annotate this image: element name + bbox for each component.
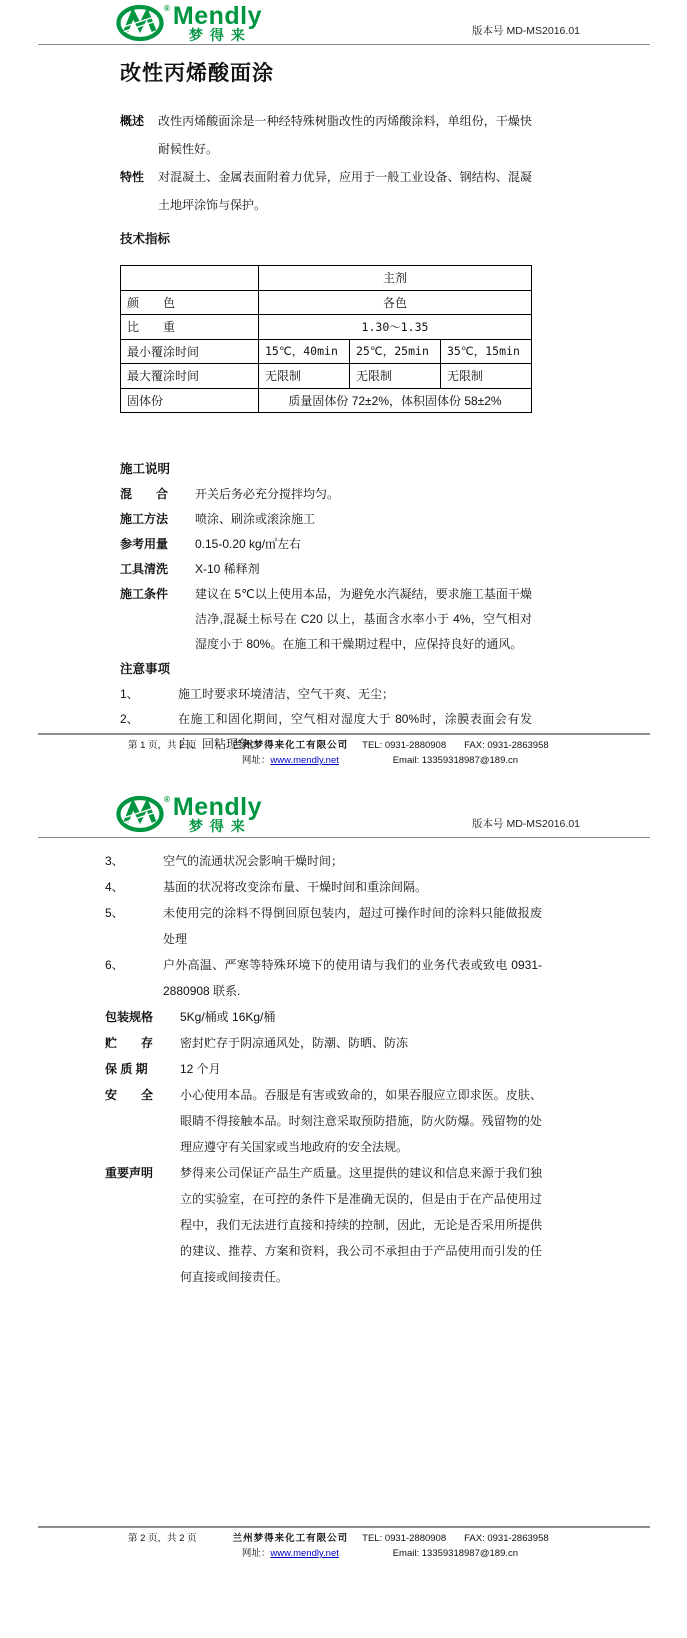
value-solids: 质量固体份 72±2%，体积固体份 58±2% <box>259 388 532 413</box>
application-method-row <box>120 507 532 532</box>
website-link[interactable]: www.mendly.net <box>270 755 339 766</box>
note-1-text: 施工时要求环境清洁，空气干爽、无尘； <box>178 687 395 701</box>
email-label: Email: 13359318987@189.cn <box>392 1548 519 1559</box>
table-row <box>121 339 532 364</box>
page-2-footer <box>38 1526 650 1561</box>
notes-heading: 注意事项 <box>120 662 171 676</box>
page-2-header <box>38 770 650 838</box>
website-line <box>233 753 349 768</box>
features-label: 特性 <box>120 170 145 184</box>
storage-label: 贮 存 <box>105 1036 154 1050</box>
disclaimer-text: 梦得来公司保证产品生产质量。这里提供的建议和信息来源于我们独立的实验室，在可控的条件下是准确无误的，但是由于在产品使用过程中，我们无法进行直接和持续的控制，因此，无论是否采用所提供的建议、推荐、方案和资料，我公司不承担由于产品使用而引发的任何直接或间接责任。 <box>180 1166 542 1284</box>
table-row <box>121 388 532 413</box>
table-row <box>121 315 532 340</box>
page-2-content <box>105 848 542 1290</box>
note-item-4 <box>105 874 542 900</box>
safety-text: 小心使用本品。吞服是有害或致命的，如果吞服应立即求医。皮肤、眼睛不得接触本品。时刻注意采取预防措施，防火防爆。残留物的处理应遵守有关国家或当地政府的安全法规。 <box>180 1088 542 1154</box>
footer-company-block <box>233 1531 349 1561</box>
note-item-1 <box>120 682 532 707</box>
note-4-number: 4、 <box>105 880 124 894</box>
tool-cleaning-label: 工具清洗 <box>120 562 169 576</box>
page-1-footer <box>38 733 650 768</box>
note-6-number: 6、 <box>105 958 124 972</box>
safety-row <box>105 1082 542 1160</box>
shelf-life-label: 保 质 期 <box>105 1062 148 1076</box>
overview-text: 改性丙烯酸面涂是一种经特殊树脂改性的丙烯酸涂料，单组份，干燥快耐候性好。 <box>158 114 532 156</box>
fax-label: FAX: 0931-2863958 <box>464 1533 549 1544</box>
tel-fax-line <box>362 738 549 753</box>
footer-company-block <box>233 738 349 768</box>
registered-mark: ® <box>164 795 170 804</box>
note-item-6 <box>105 952 542 1004</box>
page-number: 第 1 页，共 2 页 <box>128 740 197 751</box>
tool-cleaning-text: X-10 稀释剂 <box>195 562 260 576</box>
storage-row <box>105 1030 542 1056</box>
table-row <box>121 266 532 291</box>
fax-label: FAX: 0931-2863958 <box>464 740 549 751</box>
application-method-text: 喷涂、刷涂或滚涂施工 <box>195 512 316 526</box>
page-1-header <box>38 0 650 45</box>
version-label: 版本号 MD-MS2016.01 <box>472 25 580 37</box>
row-label-solids: 固体份 <box>121 388 259 413</box>
overview-paragraph <box>120 107 532 163</box>
packaging-label: 包装规格 <box>105 1010 154 1024</box>
disclaimer-row <box>105 1160 542 1290</box>
logo-chinese-name: 梦得来 <box>188 27 252 43</box>
table-corner-cell <box>121 266 259 291</box>
construction-heading: 施工说明 <box>120 462 171 476</box>
mixing-label: 混 合 <box>120 487 169 501</box>
packaging-row <box>105 1004 542 1030</box>
value-color: 各色 <box>259 290 532 315</box>
website-link[interactable]: www.mendly.net <box>270 1548 339 1559</box>
note-6-text: 户外高温、严寒等特殊环境下的使用请与我们的业务代表或致电 0931-2880908 联系. <box>163 958 542 998</box>
tool-cleaning-row <box>120 557 532 582</box>
reference-dosage-label: 参考用量 <box>120 537 169 551</box>
email-label: Email: 13359318987@189.cn <box>392 755 519 766</box>
table-main-header: 主剂 <box>259 266 532 291</box>
note-4-text: 基面的状况将改变涂布量、干燥时间和重涂间隔。 <box>163 880 428 894</box>
reference-dosage-text: 0.15-0.20 kg/㎡左右 <box>195 537 302 551</box>
mixing-text: 开关后务必充分搅拌均匀。 <box>195 487 340 501</box>
shelf-life-row <box>105 1056 542 1082</box>
row-label-max-recoat: 最大覆涂时间 <box>121 364 259 389</box>
value-min-recoat-35c: 35℃，15min <box>441 339 532 364</box>
note-5-number: 5、 <box>105 906 124 920</box>
mixing-row <box>120 482 532 507</box>
conditions-text: 建议在 5℃以上使用本品，为避免水汽凝结，要求施工基面干燥洁净,混凝土标号在 C20 以上，基面含水率小于 4%，空气相对湿度小于 80%。在施工和干燥期过程中，应保持良好的通风。 <box>195 587 532 651</box>
logo-words <box>173 4 262 43</box>
page-1-content <box>120 57 532 757</box>
company-name: 兰州梦得来化工有限公司 <box>232 1533 349 1544</box>
mendly-logo-icon <box>116 795 168 833</box>
logo-words <box>173 795 262 834</box>
mendly-logo <box>116 795 262 834</box>
page-number: 第 2 页，共 2 页 <box>128 1533 197 1544</box>
value-max-recoat-1: 无限制 <box>259 364 350 389</box>
tech-spec-heading: 技术指标 <box>120 232 171 246</box>
row-label-color: 颜 色 <box>121 290 259 315</box>
mendly-logo-icon <box>116 4 168 42</box>
company-name: 兰州梦得来化工有限公司 <box>232 740 349 751</box>
footer-contact-block <box>362 738 549 768</box>
tech-spec-table <box>120 265 532 413</box>
document-title: 改性丙烯酸面涂 <box>120 62 274 85</box>
tel-label: TEL: 0931-2880908 <box>362 1533 447 1544</box>
application-method-label: 施工方法 <box>120 512 169 526</box>
mendly-logo <box>116 4 262 43</box>
conditions-row <box>120 582 532 657</box>
features-paragraph <box>120 163 532 219</box>
row-label-min-recoat: 最小覆涂时间 <box>121 339 259 364</box>
value-max-recoat-2: 无限制 <box>350 364 441 389</box>
tel-label: TEL: 0931-2880908 <box>362 740 447 751</box>
value-density: 1.30～1.35 <box>259 315 532 340</box>
tel-fax-line <box>362 1531 549 1546</box>
logo-wordmark: Mendly <box>172 793 263 821</box>
page-2 <box>0 770 687 1638</box>
logo-wordmark: Mendly <box>172 2 263 30</box>
note-item-5 <box>105 900 542 952</box>
website-label: 网址： <box>241 1548 271 1559</box>
safety-label: 安 全 <box>105 1088 154 1102</box>
website-line <box>233 1546 349 1561</box>
version-label: 版本号 MD-MS2016.01 <box>472 818 580 830</box>
table-row <box>121 290 532 315</box>
note-3-number: 3、 <box>105 854 124 868</box>
website-label: 网址： <box>241 755 271 766</box>
note-5-text: 未使用完的涂料不得倒回原包装内，超过可操作时间的涂料只能做报废处理 <box>163 906 542 946</box>
storage-text: 密封贮存于阴凉通风处，防潮、防晒、防冻 <box>180 1036 409 1050</box>
note-3-text: 空气的流通状况会影响干燥时间； <box>163 854 344 868</box>
note-2-number: 2、 <box>120 712 139 726</box>
value-max-recoat-3: 无限制 <box>441 364 532 389</box>
row-label-density: 比 重 <box>121 315 259 340</box>
reference-dosage-row <box>120 532 532 557</box>
conditions-label: 施工条件 <box>120 587 169 601</box>
features-text: 对混凝土、金属表面附着力优异，应用于一般工业设备、钢结构、混凝土地坪涂饰与保护。 <box>158 170 532 212</box>
registered-mark: ® <box>164 4 170 13</box>
note-item-3 <box>105 848 542 874</box>
logo-chinese-name: 梦得来 <box>188 818 252 834</box>
note-2-text: 在施工和固化期间，空气相对湿度大于 80%时，涂膜表面会有发白、回粘现象； <box>178 712 532 751</box>
note-1-number: 1、 <box>120 687 139 701</box>
value-min-recoat-15c: 15℃，40min <box>259 339 350 364</box>
footer-contact-block <box>362 1531 549 1561</box>
table-row <box>121 364 532 389</box>
page-1 <box>0 0 687 770</box>
overview-label: 概述 <box>120 114 145 128</box>
disclaimer-label: 重要声明 <box>105 1166 154 1180</box>
value-min-recoat-25c: 25℃，25min <box>350 339 441 364</box>
packaging-text: 5Kg/桶或 16Kg/桶 <box>180 1010 276 1024</box>
shelf-life-text: 12 个月 <box>180 1062 221 1076</box>
